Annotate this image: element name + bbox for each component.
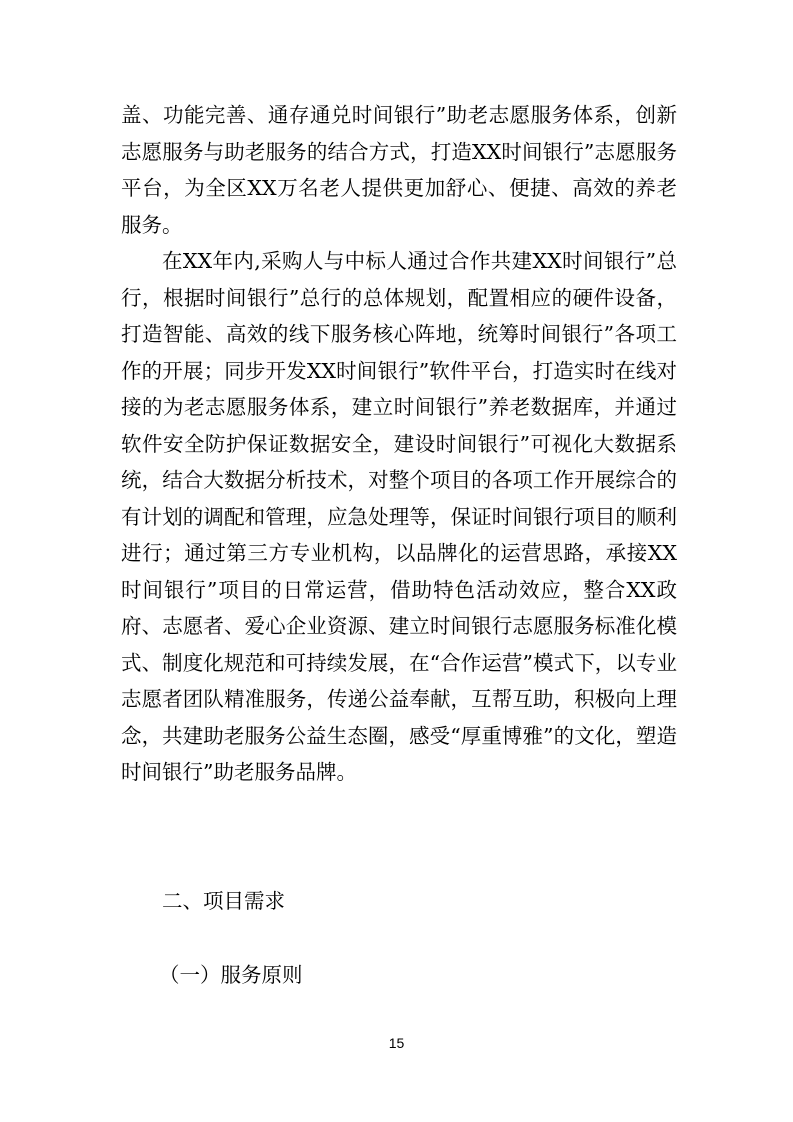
body-text [121, 97, 677, 791]
paragraph-continuation: 盖、功能完善、通存通兑时间银行”助老志愿服务体系，创新志愿服务与助老服务的结合方式，打造XX时间银行”志愿服务平台，为全区XX万名老人提供更加舒心、便捷、高效的养老服务。 [121, 103, 677, 237]
paragraph-project-overview: 在XX年内,采购人与中标人通过合作共建XX时间银行”总行，根据时间银行”总行的总体规划，配置相应的硬件设备，打造智能、高效的线下服务核心阵地，统筹时间银行”各项工作的开展；同步开发XX时间银行”软件平台，打造实时在线对接的为老志愿服务体系，建立时间银行”养老数据库，并通过软件安全防护保证数据安全，建设时间银行”可视化大数据系统，结合大数据分析技术，对整个项目的各项工作开展综合的有计划的调配和管理，应急处理等，保证时间银行项目的顺利进行；通过第三方专业机构，以品牌化的运营思路，承接XX时间银行”项目的日常运营，借助特色活动效应，整合XX政府、志愿者、爱心企业资源、建立时间银行志愿服务标准化模式、制度化规范和可持续发展，在“合作运营”模式下，以专业志愿者团队精准服务，传递公益奉献，互帮互助，积极向上理念，共建助老服务公益生态圈，感受“厚重博雅”的文化，塑造时间银行”助老服务品牌。 [121, 249, 677, 784]
page-number: 15 [388, 1035, 405, 1051]
subsection-heading: （一）服务原则 [159, 963, 303, 987]
section-heading: 二、项目需求 [162, 889, 285, 913]
